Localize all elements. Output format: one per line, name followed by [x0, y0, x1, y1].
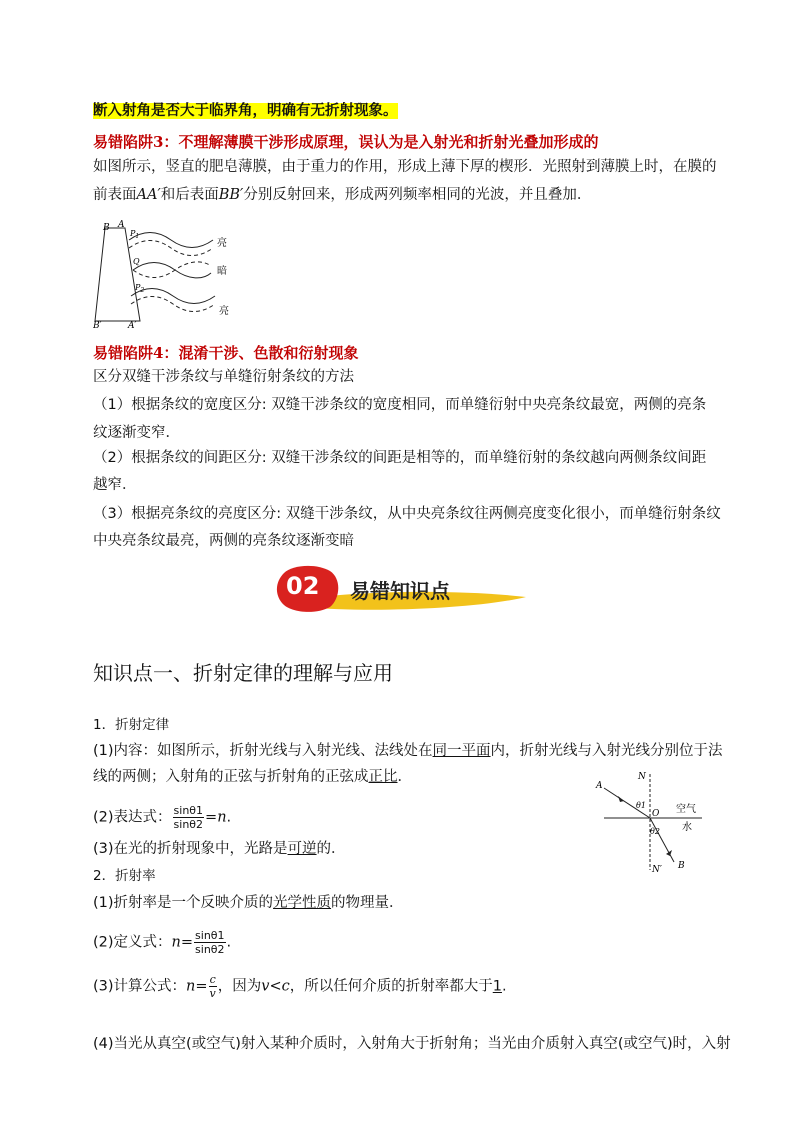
formula-label: (3)计算公式：	[93, 978, 187, 995]
law-line2-a: 线的两侧；入射角的正弦与折射角的正弦成	[93, 769, 369, 785]
trap3-p1: 如图所示，竖直的肥皂薄膜，由于重力的作用，形成上薄下厚的楔形．光照射到薄膜上时，在膜的	[93, 159, 717, 175]
law-line2-b: ．	[397, 769, 412, 785]
formula-fraction	[209, 973, 217, 1000]
banner-title: 易错知识点	[350, 579, 450, 603]
definition-fraction	[194, 929, 226, 956]
label-b-prime: B′	[93, 321, 102, 330]
expression-eq: =	[205, 809, 218, 826]
law-content-a: (1)内容：如图所示，折射光线与入射光线、法线处在	[93, 743, 433, 759]
wave-p2-dashed	[131, 297, 215, 312]
formula-mid: ，因为	[217, 978, 262, 995]
refracted-ray	[650, 818, 674, 862]
label-q: Q	[133, 257, 140, 266]
law-expression	[93, 804, 231, 831]
index-angle-note: (4)当光从真空(或空气)射入某种介质时，入射角大于折射角；当光由介质射入真空(或空气)时，入射	[93, 1036, 731, 1052]
label-water: 水	[682, 822, 692, 833]
surface-bb: BB′	[218, 187, 244, 203]
label-b-point: B	[678, 861, 685, 871]
surface-aa: AA′	[136, 187, 161, 203]
top-highlight-line	[93, 101, 398, 121]
soap-film-wedge	[95, 228, 140, 321]
incident-arrow	[618, 796, 624, 802]
definition-numerator: sinθ1	[195, 929, 225, 942]
trap3-p2-a: 前表面	[93, 187, 137, 203]
refractive-index-heading: 2．折射率	[93, 868, 156, 884]
trap4-item2-b: 越窄．	[93, 477, 137, 493]
law-same-plane: 同一平面	[432, 743, 491, 759]
trap3-p2-c: 分别反射回来，形成两列频率相同的光波，并且叠加．	[243, 187, 592, 203]
label-bright-2: 亮	[219, 306, 229, 317]
expression-end: .	[226, 809, 232, 826]
label-a-point: A	[596, 781, 603, 791]
expression-label: (2)表达式：	[93, 809, 172, 826]
formula-rest: ，所以任何介质的折射率都大于	[289, 978, 493, 995]
label-n-prime: N′	[652, 865, 662, 875]
trap3-p2	[93, 185, 591, 205]
definition-eq: =	[180, 934, 194, 951]
label-a-prime: A′	[128, 321, 137, 330]
formula-n: n	[186, 978, 196, 995]
optical-a: (1)折射率是一个反映介质的	[93, 895, 274, 911]
trap4-intro: 区分双缝干涉条纹与单缝衍射条纹的方法	[93, 369, 354, 385]
label-bright-1: 亮	[217, 238, 227, 249]
label-p2: $P_2$	[135, 283, 145, 294]
label-dark: 暗	[217, 266, 227, 277]
definition-n: n	[171, 934, 181, 951]
reversible-word: 可逆	[287, 841, 317, 857]
label-theta2: θ2	[650, 827, 660, 836]
wave-p1-dashed	[129, 241, 213, 256]
refraction-figure	[590, 770, 710, 876]
definition-end: .	[226, 934, 232, 951]
section-heading: 知识点一、折射定律的理解与应用	[93, 661, 393, 685]
definition-denominator: sinθ2	[195, 943, 225, 956]
label-air: 空气	[676, 804, 696, 815]
thin-film-figure	[93, 218, 253, 330]
law-content-line1	[93, 741, 723, 761]
refraction-law-heading: 1．折射定律	[93, 717, 170, 733]
label-theta1: θ1	[636, 801, 646, 810]
expression-denominator: sinθ2	[173, 818, 204, 831]
optical-property: 光学性质	[273, 895, 332, 911]
law-reversible	[93, 839, 346, 859]
index-formula	[93, 973, 507, 1000]
trap3-title: 易错陷阱3：不理解薄膜干涉形成原理，误认为是入射光和折射光叠加形成的	[93, 133, 599, 151]
trap4-item1-b: 纹逐渐变窄．	[93, 425, 180, 441]
refracted-arrow	[666, 850, 672, 856]
law-content-line2	[93, 767, 412, 787]
trap4-item2-a: （2）根据条纹的间距区分: 双缝干涉条纹的间距是相等的，而单缝衍射的条纹越向两侧条纹间距	[93, 450, 707, 466]
trap4-item3-a: （3）根据亮条纹的亮度区分: 双缝干涉条纹，从中央亮条纹往两侧亮度变化很小，而单缝衍射条纹	[93, 506, 721, 522]
banner-number: 02	[286, 572, 320, 600]
law-content-b: 内，折射光线与入射光线分别位于法	[490, 743, 723, 759]
reversible-a: (3)在光的折射现象中，光路是	[93, 841, 288, 857]
expression-n: n	[217, 809, 227, 826]
trap4-item3-b: 中央亮条纹最亮，两侧的亮条纹逐渐变暗	[93, 533, 354, 549]
definition-label: (2)定义式：	[93, 934, 172, 951]
wave-p1-solid	[129, 233, 213, 248]
section-banner	[276, 563, 526, 615]
index-definition	[93, 929, 231, 956]
law-proportional: 正比	[368, 769, 398, 785]
label-a: A	[118, 220, 125, 230]
reversible-b: 的．	[316, 841, 346, 857]
formula-inequality: v<c	[261, 978, 290, 995]
expression-fraction	[173, 804, 205, 831]
label-p1: $P_1$	[130, 229, 140, 240]
expression-numerator: sinθ1	[173, 804, 204, 817]
wave-q-solid	[133, 263, 211, 278]
trap4-title: 易错陷阱4：混淆干涉、色散和衍射现象	[93, 344, 359, 362]
formula-one: 1	[492, 978, 502, 995]
label-o: O	[652, 809, 660, 819]
label-b: B	[103, 223, 110, 233]
optical-b: 的物理量．	[331, 895, 404, 911]
label-n: N	[638, 772, 646, 782]
highlight-text: 断入射角是否大于临界角，明确有无折射现象。	[93, 103, 398, 119]
index-optical-property	[93, 893, 404, 913]
formula-v: v	[209, 987, 216, 1000]
trap4-item1-a: （1）根据条纹的宽度区分: 双缝干涉条纹的宽度相同，而单缝衍射中央亮条纹最宽，两侧的亮条	[93, 397, 707, 413]
formula-c: c	[209, 973, 216, 986]
formula-end: .	[501, 978, 507, 995]
trap3-p2-b: 和后表面	[160, 187, 219, 203]
formula-eq: =	[195, 978, 208, 995]
